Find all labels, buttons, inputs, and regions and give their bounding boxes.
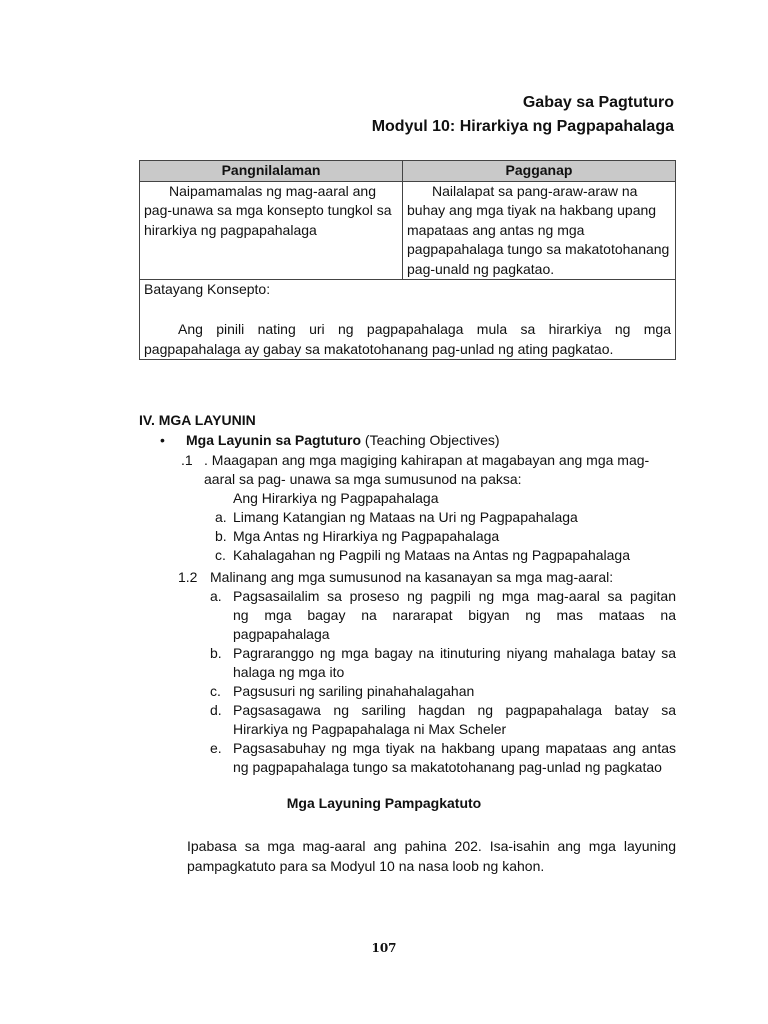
standards-table [139, 160, 676, 360]
skill-line: Pagsusuri ng sariling pinahahalagahan [233, 683, 475, 699]
topic-letter: b. [215, 528, 227, 544]
core-concept-text: Ang pinili nating uri ng pagpapahalaga mula sa hirarkiya ng mga pagpapahalaga ay gabay sa makatotohanang pag-unlad ng ating pagkatao. [144, 320, 671, 357]
objectives-heading: Mga Layunin sa Pagtuturo [186, 432, 362, 448]
section-title: IV. MGA LAYUNIN [139, 412, 256, 428]
skill-line: halaga ng mga ito [233, 664, 345, 680]
content-standard: Naipamamalas ng mag-aaral ang pag-unawa sa mga konsepto tungkol sa hirarkiya ng pagpapahalaga [140, 181, 403, 280]
objective-2-text: Malinang ang mga sumusunod na kasanayan sa mga mag-aaral: [210, 569, 614, 585]
skill-line: Pagsasabuhay ng mga tiyak na hakbang upang mapataas ang antas [233, 740, 676, 756]
performance-standard: Nailalapat sa pang-araw-araw na buhay ang mga tiyak na hakbang upang mapataas ang antas ng mga pagpapahalaga tungo sa makatotohanang pag-unald ng pagkatao. [403, 181, 676, 280]
skill-line: ng pagpapahalaga tungo sa makatotohanang pag-unlad ng pagkatao [233, 759, 662, 775]
guide-title: Gabay sa Pagtuturo [522, 94, 674, 111]
topic-letter: a. [215, 509, 227, 525]
skill-line: ng mga bagay na nararapat bigyan ng mas mataas na [233, 607, 676, 623]
topic-letter: c. [215, 547, 226, 563]
objective-2-number: 1.2 [178, 569, 198, 585]
skill-line: pagpapahalaga [233, 626, 330, 642]
bullet-icon: • [160, 432, 165, 448]
skill-letter: b. [210, 645, 222, 661]
col-header-content: Pangnilalaman [140, 161, 403, 182]
skill-letter: a. [210, 588, 222, 604]
skill-line: Hirarkiya ng Pagpapahalaga ni Max Scheler [233, 721, 507, 737]
objectives-heading-note: (Teaching Objectives) [361, 432, 500, 448]
core-concept-cell [140, 280, 676, 360]
skill-line: Pagraranggo ng mga bagay na itinuturing niyang mahalaga batay sa [233, 645, 676, 661]
skill-letter: e. [210, 740, 222, 756]
topic-item: Mga Antas ng Hirarkiya ng Pagpapahalaga [233, 528, 500, 544]
col-header-performance: Pagganap [403, 161, 676, 182]
skill-letter: d. [210, 702, 222, 718]
objective-1-line-1: . Maagapan ang mga magiging kahirapan at magabayan ang mga mag- [204, 452, 650, 468]
topic-item: Kahalagahan ng Pagpili ng Mataas na Antas ng Pagpapahalaga [233, 547, 630, 563]
skill-line: Pagsasagawa ng sariling hagdan ng pagpapahalaga batay sa [233, 702, 676, 718]
skill-letter: c. [210, 683, 221, 699]
objectives-bullet [160, 431, 500, 450]
objective-1-line-2: aaral sa pag- unawa sa mga sumusunod na paksa: [204, 471, 522, 487]
core-concept-label: Batayang Konsepto: [144, 281, 271, 297]
objective-1-number: .1 [181, 452, 193, 468]
learning-objectives-heading: Mga Layuning Pampagkatuto [286, 795, 482, 811]
topic-item: Limang Katangian ng Mataas na Uri ng Pagpapahalaga [233, 509, 578, 525]
skill-line: Pagsasailalim sa proseso ng pagpili ng mga mag-aaral sa pagitan [233, 588, 676, 604]
instruction-paragraph: Ipabasa sa mga mag-aaral ang pahina 202. Isa-isahin ang mga layuning pampagkatuto para sa Modyul 10 na nasa loob ng kahon. [187, 838, 676, 874]
module-title: Modyul 10: Hirarkiya ng Pagpapahalaga [371, 118, 674, 135]
topic-title: Ang Hirarkiya ng Pagpapahalaga [233, 490, 439, 506]
page-number: 107 [371, 941, 397, 955]
